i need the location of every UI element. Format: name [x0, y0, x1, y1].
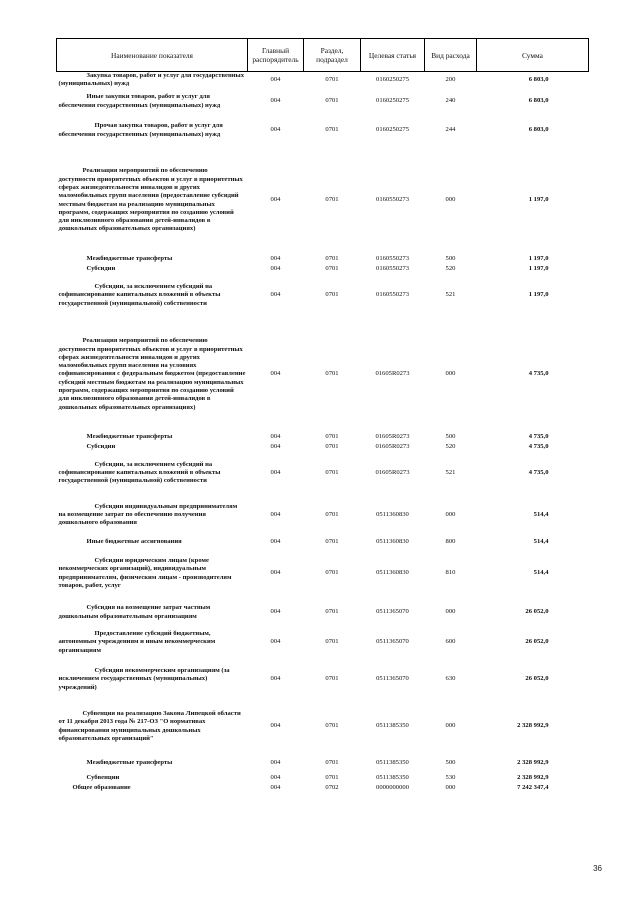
row-section: 0701: [325, 265, 339, 273]
row-target: 0000000000: [376, 784, 409, 792]
row-sum: 6 803,0: [528, 76, 549, 84]
row-sum: 2 328 992,9: [517, 759, 549, 767]
row-name: Субвенция на реализацию Закона Липецкой области от 11 декабря 2013 года № 217-ОЗ "О нормативах финансирования муниципальных дошкольных образовательных организаций": [58, 710, 241, 742]
row-section: 0701: [325, 510, 339, 518]
row-expense: 000: [445, 608, 456, 616]
row-section: 0702: [325, 784, 339, 792]
row-section: 0701: [325, 291, 339, 299]
row-sum: 6 803,0: [528, 97, 549, 105]
row-section: 0701: [325, 569, 339, 577]
row-target: 0511365070: [376, 608, 409, 616]
row-admin: 004: [270, 784, 281, 792]
table-row: [57, 548, 589, 600]
row-target: 0160250275: [376, 97, 409, 105]
row-sum: 2 328 992,9: [517, 722, 549, 730]
row-sum: 514,4: [533, 537, 549, 545]
row-admin: 004: [270, 537, 281, 545]
row-expense: 500: [445, 433, 456, 441]
row-expense: 810: [445, 569, 456, 577]
header-target: Целевая статья: [361, 39, 425, 72]
row-target: 0511385350: [376, 722, 409, 730]
header-admin: Главный распорядитель: [248, 39, 304, 72]
row-target: 0160550273: [376, 291, 409, 299]
table-row: [57, 626, 589, 660]
row-target: 01605R0273: [375, 433, 410, 441]
row-target: 0511365070: [376, 675, 409, 683]
row-name: Иные бюджетные ассигнования: [86, 537, 182, 545]
row-sum: 1 197,0: [528, 255, 549, 263]
table-row: [57, 600, 589, 626]
table-row: [57, 275, 589, 317]
row-target: 0160550273: [376, 265, 409, 273]
row-expense: 800: [445, 537, 456, 545]
table-row: [57, 774, 589, 784]
row-expense: 521: [445, 291, 456, 299]
table-row: [57, 700, 589, 754]
row-section: 0701: [325, 774, 339, 782]
row-sum: 514,4: [533, 569, 549, 577]
row-target: 01605R0273: [375, 443, 410, 451]
row-sum: 4 735,0: [528, 370, 549, 378]
row-admin: 004: [270, 291, 281, 299]
row-admin: 004: [270, 370, 281, 378]
table-row: [57, 443, 589, 453]
row-name: Субсидия на возмещение затрат частным дошкольным образовательным организациям: [58, 604, 211, 620]
row-sum: 4 735,0: [528, 468, 549, 476]
row-section: 0701: [325, 537, 339, 545]
row-sum: 7 242 347,4: [517, 784, 549, 792]
row-name: Субсидии некоммерческим организациям (за исключением государственных (муниципальных) учреждений): [58, 667, 230, 691]
row-section: 0701: [325, 468, 339, 476]
row-sum: 4 735,0: [528, 433, 549, 441]
row-expense: 000: [445, 370, 456, 378]
row-section: 0701: [325, 675, 339, 683]
row-section: 0701: [325, 370, 339, 378]
table-row: [57, 255, 589, 265]
row-expense: 000: [445, 722, 456, 730]
table-header: [57, 39, 589, 72]
table-row: [57, 265, 589, 275]
row-section: 0701: [325, 76, 339, 84]
row-sum: 26 052,0: [525, 608, 549, 616]
row-section: 0701: [325, 722, 339, 730]
row-sum: 6 803,0: [528, 126, 549, 134]
row-name: Межбюджетные трансферты: [86, 759, 173, 767]
row-name: Межбюджетные трансферты: [86, 255, 173, 263]
row-expense: 520: [445, 443, 456, 451]
row-name: Межбюджетные трансферты: [86, 433, 173, 441]
row-target: 0511385350: [376, 774, 409, 782]
row-name: Субвенции: [86, 774, 120, 782]
row-target: 0511360830: [376, 510, 409, 518]
row-target: 0511385350: [376, 759, 409, 767]
row-expense: 500: [445, 759, 456, 767]
row-admin: 004: [270, 510, 281, 518]
table-row: [57, 317, 589, 433]
row-admin: 004: [270, 722, 281, 730]
table-body: [57, 72, 589, 794]
row-admin: 004: [270, 196, 281, 204]
row-admin: 004: [270, 759, 281, 767]
row-expense: 240: [445, 97, 456, 105]
row-admin: 004: [270, 433, 281, 441]
table-row: [57, 115, 589, 147]
table-row: [57, 433, 589, 443]
row-section: 0701: [325, 638, 339, 646]
row-name: Закупка товаров, работ и услуг для государственных (муниципальных) нужд: [58, 72, 244, 88]
row-name: Субсидии: [86, 443, 116, 451]
row-target: 01605R0273: [375, 468, 410, 476]
row-admin: 004: [270, 265, 281, 273]
header-section: Раздел, подраздел: [304, 39, 361, 72]
row-target: 0160250275: [376, 76, 409, 84]
row-expense: 520: [445, 265, 456, 273]
row-admin: 004: [270, 97, 281, 105]
row-expense: 244: [445, 126, 456, 134]
table-row: [57, 72, 589, 89]
table-row: [57, 660, 589, 700]
row-sum: 1 197,0: [528, 196, 549, 204]
row-expense: 630: [445, 675, 456, 683]
table-row: [57, 453, 589, 494]
row-name: Прочая закупка товаров, работ и услуг для обеспечения государственных (муниципальных) нужд: [58, 122, 223, 138]
row-expense: 500: [445, 255, 456, 263]
header-expense: Вид расхода: [425, 39, 477, 72]
row-section: 0701: [325, 443, 339, 451]
row-sum: 2 328 992,9: [517, 774, 549, 782]
row-section: 0701: [325, 608, 339, 616]
row-name: Реализация мероприятий по обеспечению доступности приоритетных объектов и услуг в приоритетных сферах жизнедеятельности инвалидов и других маломобильных групп населения на условиях софинансирования с федеральным бюджетом (предоставление субсидий местным бюджетам на реализацию муниципальных программ, содержащих мероприятия по созданию условий для инклюзивного образования детей-инвалидов в дошкольных образовательных организациях): [58, 337, 246, 411]
row-admin: 004: [270, 255, 281, 263]
row-target: 0511360830: [376, 537, 409, 545]
table-row: [57, 494, 589, 537]
header-name: Наименование показателя: [57, 39, 248, 72]
table-row: [57, 754, 589, 774]
row-expense: 530: [445, 774, 456, 782]
row-name: Субсидии индивидуальным предпринимателям на возмещение затрат по обеспечению получения дошкольного образования: [58, 502, 238, 527]
row-admin: 004: [270, 468, 281, 476]
row-expense: 521: [445, 468, 456, 476]
row-expense: 200: [445, 76, 456, 84]
table-row: [57, 537, 589, 548]
row-sum: 4 735,0: [528, 443, 549, 451]
row-section: 0701: [325, 433, 339, 441]
row-section: 0701: [325, 196, 339, 204]
table-row: [57, 784, 589, 794]
row-target: 0511360830: [376, 569, 409, 577]
row-name: Субсидии, за исключением субсидий на софинансирование капитальных вложений в объекты государственной (муниципальной) собственности: [58, 460, 221, 485]
row-section: 0701: [325, 759, 339, 767]
header-sum: Сумма: [477, 39, 589, 72]
row-expense: 600: [445, 638, 456, 646]
row-sum: 26 052,0: [525, 675, 549, 683]
row-admin: 004: [270, 126, 281, 134]
row-sum: 1 197,0: [528, 265, 549, 273]
row-section: 0701: [325, 255, 339, 263]
row-admin: 004: [270, 608, 281, 616]
row-sum: 1 197,0: [528, 291, 549, 299]
row-name: Субсидии, за исключением субсидий на софинансирование капитальных вложений в объекты государственной (муниципальной) собственности: [58, 283, 221, 307]
row-section: 0701: [325, 126, 339, 134]
row-section: 0701: [325, 97, 339, 105]
row-admin: 004: [270, 443, 281, 451]
row-name: Реализация мероприятий по обеспечению доступности приоритетных объектов и услуг в приоритетных сферах жизнедеятельности инвалидов и других маломобильных групп населения (предоставление субсидий местным бюджетам на реализацию муниципальных программ, содержащих мероприятия по созданию условий для инклюзивного образования детей-инвалидов в дошкольных образовательных организациях): [58, 167, 243, 233]
page-number: 36: [593, 864, 602, 873]
row-sum: 514,4: [533, 510, 549, 518]
row-admin: 004: [270, 76, 281, 84]
row-target: 0511365070: [376, 638, 409, 646]
row-target: 0160550273: [376, 196, 409, 204]
row-admin: 004: [270, 774, 281, 782]
row-name: Иные закупки товаров, работ и услуг для обеспечения государственных (муниципальных) нужд: [58, 93, 221, 109]
row-target: 01605R0273: [375, 370, 410, 378]
row-admin: 004: [270, 638, 281, 646]
row-expense: 000: [445, 196, 456, 204]
row-name: Субсидии: [86, 265, 116, 273]
row-expense: 000: [445, 784, 456, 792]
row-name: Общее образование: [72, 784, 131, 792]
table-row: [57, 89, 589, 115]
row-name: Субсидии юридическим лицам (кроме некоммерческих организаций), индивидуальным предпринимателям, физическим лицам - производителям товаров, работ, услуг: [58, 557, 232, 589]
row-sum: 26 052,0: [525, 638, 549, 646]
row-target: 0160550273: [376, 255, 409, 263]
row-name: Предоставление субсидий бюджетным, автономным учреждениям и иным некоммерческим организациям: [58, 630, 216, 654]
table-row: [57, 147, 589, 255]
row-admin: 004: [270, 675, 281, 683]
budget-table: [56, 38, 589, 794]
row-admin: 004: [270, 569, 281, 577]
row-expense: 000: [445, 510, 456, 518]
row-target: 0160250275: [376, 126, 409, 134]
